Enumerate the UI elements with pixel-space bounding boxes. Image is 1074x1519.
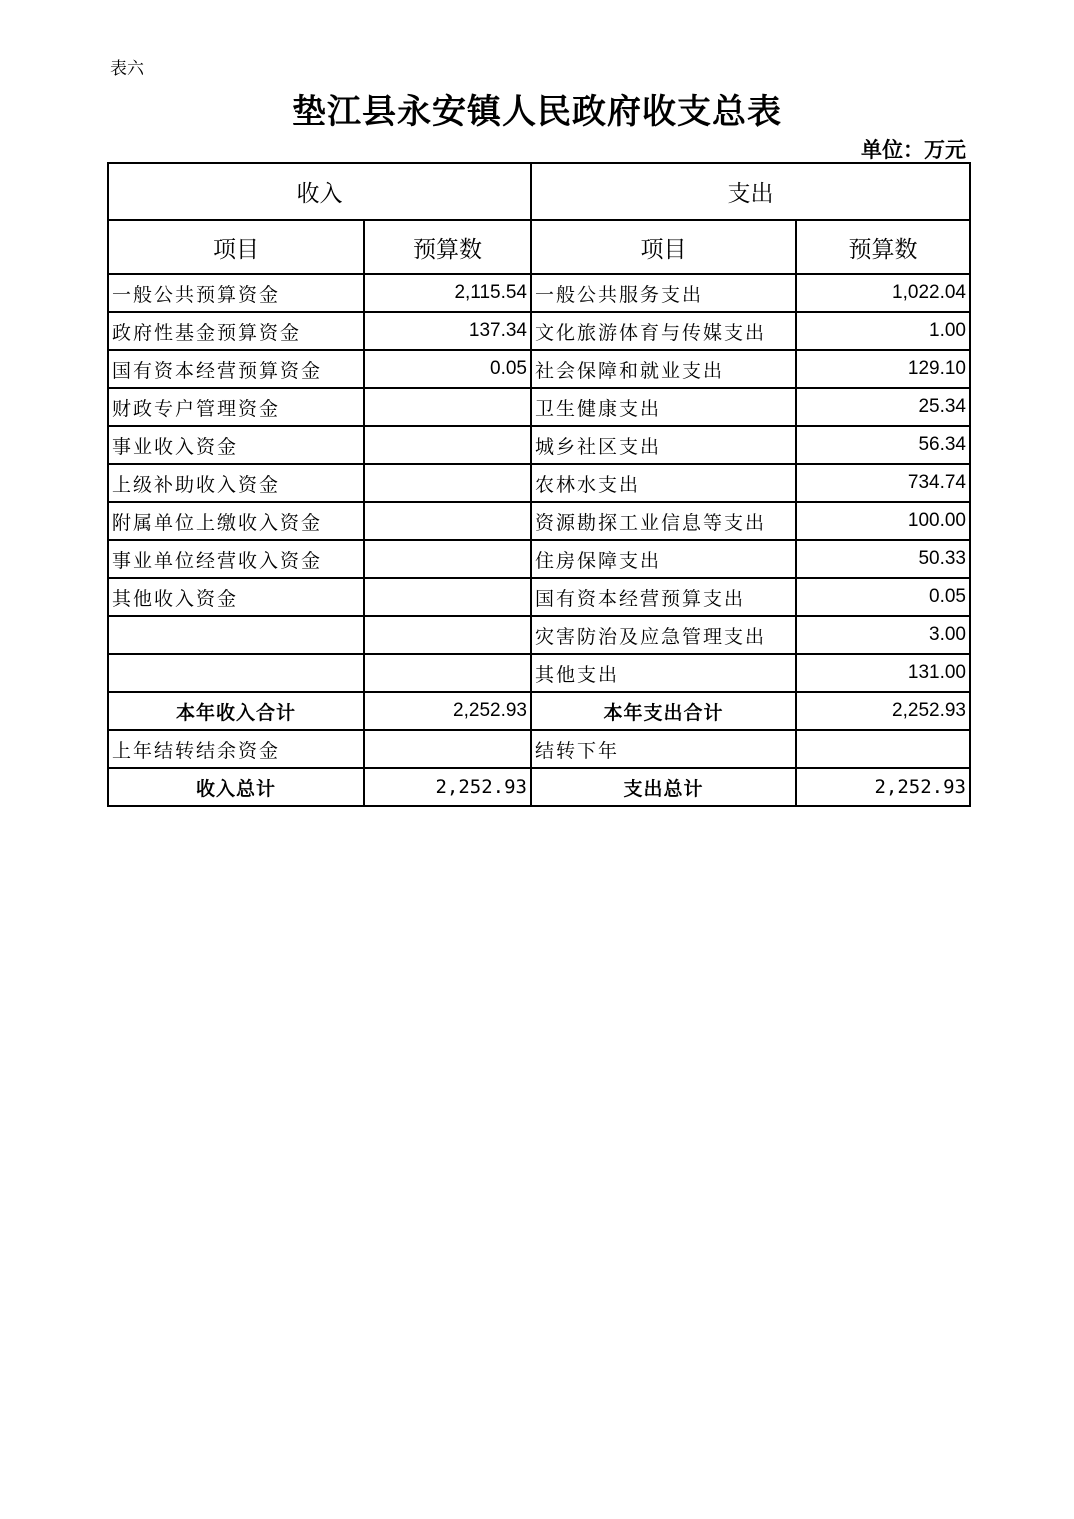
income-item: 事业收入资金 xyxy=(108,426,364,464)
income-grand-total-value: 2,252.93 xyxy=(364,768,531,806)
expense-value: 50.33 xyxy=(796,540,970,578)
income-value: 0.05 xyxy=(364,350,531,388)
expense-year-total-label: 本年支出合计 xyxy=(531,692,796,730)
table-row xyxy=(108,502,970,540)
expense-item: 一般公共服务支出 xyxy=(531,274,796,312)
income-value: 2,115.54 xyxy=(364,274,531,312)
expense-value: 100.00 xyxy=(796,502,970,540)
expense-value: 129.10 xyxy=(796,350,970,388)
income-item: 其他收入资金 xyxy=(108,578,364,616)
page-title: 垫江县永安镇人民政府收支总表 xyxy=(292,92,782,132)
table-row xyxy=(108,464,970,502)
expense-item: 社会保障和就业支出 xyxy=(531,350,796,388)
income-budget-header: 预算数 xyxy=(364,220,531,274)
income-grand-total-label: 收入总计 xyxy=(108,768,364,806)
expense-item: 灾害防治及应急管理支出 xyxy=(531,616,796,654)
section-header-row xyxy=(108,163,970,220)
unit-label: 单位：万元 xyxy=(861,137,966,162)
income-value xyxy=(364,578,531,616)
expense-item: 国有资本经营预算支出 xyxy=(531,578,796,616)
expense-value: 734.74 xyxy=(796,464,970,502)
expense-year-total-value: 2,252.93 xyxy=(796,692,970,730)
income-value xyxy=(364,502,531,540)
income-value xyxy=(364,540,531,578)
table-row xyxy=(108,616,970,654)
expense-item: 文化旅游体育与传媒支出 xyxy=(531,312,796,350)
expense-section-header: 支出 xyxy=(531,163,970,220)
expense-item: 资源勘探工业信息等支出 xyxy=(531,502,796,540)
income-item: 政府性基金预算资金 xyxy=(108,312,364,350)
income-value xyxy=(364,616,531,654)
income-item: 财政专户管理资金 xyxy=(108,388,364,426)
income-item: 附属单位上缴收入资金 xyxy=(108,502,364,540)
income-year-total-value: 2,252.93 xyxy=(364,692,531,730)
table-row xyxy=(108,578,970,616)
income-item xyxy=(108,616,364,654)
table-row xyxy=(108,654,970,692)
column-header-row xyxy=(108,220,970,274)
table-row xyxy=(108,388,970,426)
expense-value: 1,022.04 xyxy=(796,274,970,312)
expense-value: 0.05 xyxy=(796,578,970,616)
income-item xyxy=(108,654,364,692)
income-section-header: 收入 xyxy=(108,163,531,220)
expense-value: 3.00 xyxy=(796,616,970,654)
expense-value: 1.00 xyxy=(796,312,970,350)
table-row xyxy=(108,274,970,312)
carry-out-value xyxy=(796,730,970,768)
expense-item: 城乡社区支出 xyxy=(531,426,796,464)
expense-item: 其他支出 xyxy=(531,654,796,692)
expense-grand-total-value: 2,252.93 xyxy=(796,768,970,806)
expense-value: 25.34 xyxy=(796,388,970,426)
carry-in-value xyxy=(364,730,531,768)
income-item: 一般公共预算资金 xyxy=(108,274,364,312)
table-row xyxy=(108,426,970,464)
expense-grand-total-label: 支出总计 xyxy=(531,768,796,806)
expense-value: 131.00 xyxy=(796,654,970,692)
carry-out-label: 结转下年 xyxy=(531,730,796,768)
table-row xyxy=(108,350,970,388)
carry-in-label: 上年结转结余资金 xyxy=(108,730,364,768)
expense-item: 住房保障支出 xyxy=(531,540,796,578)
expense-value: 56.34 xyxy=(796,426,970,464)
sheet-label: 表六 xyxy=(110,59,144,79)
income-item: 事业单位经营收入资金 xyxy=(108,540,364,578)
table-row xyxy=(108,312,970,350)
expense-item: 农林水支出 xyxy=(531,464,796,502)
carry-over-row xyxy=(108,730,970,768)
income-value: 137.34 xyxy=(364,312,531,350)
income-item-header: 项目 xyxy=(108,220,364,274)
budget-summary-table xyxy=(107,162,971,807)
income-value xyxy=(364,388,531,426)
income-value xyxy=(364,426,531,464)
expense-item-header: 项目 xyxy=(531,220,796,274)
expense-budget-header: 预算数 xyxy=(796,220,970,274)
year-total-row xyxy=(108,692,970,730)
income-value xyxy=(364,654,531,692)
grand-total-row xyxy=(108,768,970,806)
table-row xyxy=(108,540,970,578)
expense-item: 卫生健康支出 xyxy=(531,388,796,426)
income-value xyxy=(364,464,531,502)
income-item: 上级补助收入资金 xyxy=(108,464,364,502)
income-year-total-label: 本年收入合计 xyxy=(108,692,364,730)
income-item: 国有资本经营预算资金 xyxy=(108,350,364,388)
